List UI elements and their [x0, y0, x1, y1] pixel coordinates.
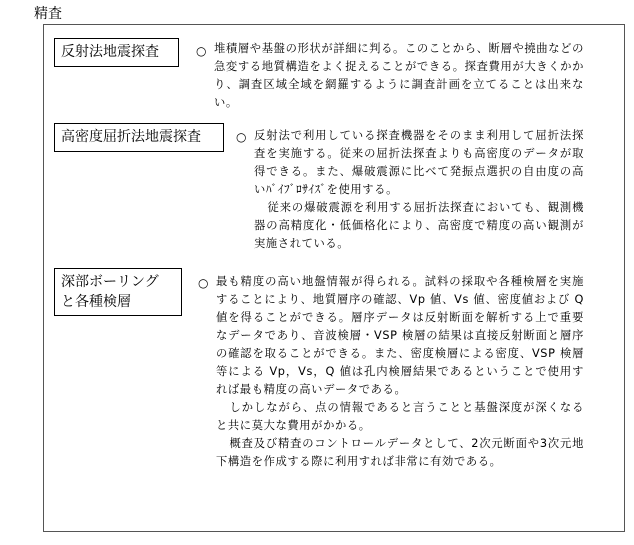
section-label-reflection-survey: 反射法地震探査 [54, 38, 179, 67]
section-bullet-refraction-survey: ○ [236, 130, 247, 144]
section-body-reflection-survey [214, 40, 584, 112]
section-bullet-reflection-survey: ○ [196, 44, 207, 58]
paragraph: 従来の爆破震源を利用する屈折法探査においても、観測機器の高精度化・低価格化により、高密度で精度の高い観測が実施されている。 [254, 201, 584, 250]
paragraph: 最も精度の高い地盤情報が得られる。試料の採取や各種検層を実施することにより、地質層序の確認、Vp 値、Vs 値、密度値および Q 値を得ることができる。層序データは反射断面を解析する上で重要なデータであり、音波検層・VSP 検層の結果は直接反射断面と層序の確認を取ることができる。また、密度検層による密度、VSP 検層等による Vp，Vs，Q 値は孔内検層結果であるということで使用すれば最も精度の高いデータである。 [216, 275, 584, 396]
paragraph: 堆積層や基盤の形状が詳細に判る。このことから、断層や撓曲などの急変する地質構造をよく捉えることができる。探査費用が大きくかかり、調査区域全域を網羅するように調査計画を立てることは出来ない。 [214, 42, 584, 109]
paragraph: 反射法で利用している探査機器をそのまま利用して屈折法探査を実施する。従来の屈折法探査よりも高密度のデータが取得できる。また、爆破震源に比べて発振点選択の自由度の高いﾊﾞｲﾌﾞﾛｻｲｽﾞを使用する。 [254, 129, 584, 196]
section-body-deep-boring [216, 273, 584, 471]
section-label-refraction-survey: 高密度屈折法地震探査 [54, 123, 224, 152]
section-label-deep-boring [54, 268, 182, 316]
section-label-line: 深部ボーリング [61, 274, 159, 290]
paragraph: 概査及び精査のコントロールデータとして、2次元断面や3次元地下構造を作成する際に利用すれば非常に有効である。 [216, 437, 584, 468]
page-heading: 精査 [34, 6, 62, 22]
section-label-line: と各種検層 [61, 294, 131, 310]
section-bullet-deep-boring: ○ [198, 276, 209, 290]
section-body-refraction-survey [254, 127, 584, 253]
paragraph: しかしながら、点の情報であると言うことと基盤深度が深くなると共に莫大な費用がかかる。 [216, 401, 584, 432]
